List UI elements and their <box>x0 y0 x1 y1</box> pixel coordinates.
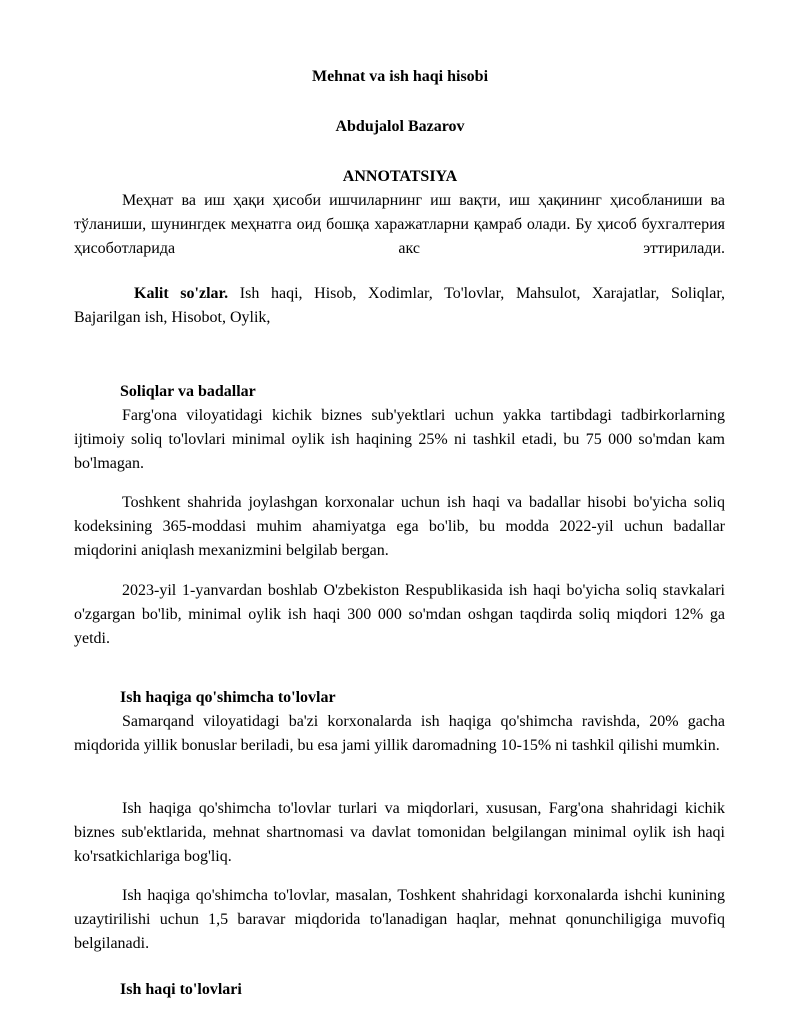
paragraph-additional-3: Ish haqiga qo'shimcha to'lovlar, masalan, Toshkent shahridagi korxonalarda ishchi kunining uzaytirilishi uchun 1,5 baravar miqdorida to'lanadigan haqlar, mehnat qonunchiligiga muvofiq belgilanadi. <box>74 887 725 952</box>
keywords-label: Kalit so'zlar. <box>134 285 229 302</box>
keywords-paragraph <box>74 282 725 330</box>
author-name: Abdujalol Bazarov <box>335 118 465 135</box>
section-heading-wage-payments: Ish haqi to'lovlari <box>120 981 242 998</box>
document-title: Mehnat va ish haqi hisobi <box>311 68 489 85</box>
paragraph-taxes-1: Farg'ona viloyatidagi kichik biznes sub'yektlari uchun yakka tartibdagi tadbirkorlarning ijtimoiy soliq to'lovlari minimal oylik ish haqining 25% ni tashkil etadi, bu 75 000 so'mdan kam bo'lmagan. <box>74 407 725 472</box>
paragraph-additional-1: Samarqand viloyatidagi ba'zi korxonalarda ish haqiga qo'shimcha ravishda, 20% gacha miqdorida yillik bonuslar beriladi, bu esa jami yillik daromadning 10-15% ni tashkil qilishi mumkin. <box>74 713 725 754</box>
keywords-text: Ish haqi, Hisob, Xodimlar, To'lovlar, Mahsulot, Xarajatlar, Soliqlar, Bajarilgan ish, Hisobot, Oylik, <box>74 285 725 326</box>
annotation-heading: ANNOTATSIYA <box>342 168 458 185</box>
annotation-text: Меҳнат ва иш ҳақи ҳисоби ишчиларнинг иш вақти, иш ҳақининг ҳисобланиши ва тўланиши, шунингдек меҳнатга оид бошқа харажатларни қамраб олади. Бу ҳисоб бухгалтерия ҳисоботларида акс эттирилади. <box>74 192 725 257</box>
section-heading-taxes: Soliqlar va badallar <box>120 383 256 400</box>
paragraph-taxes-2: Toshkent shahrida joylashgan korxonalar uchun ish haqi va badallar hisobi bo'yicha soliq kodeksining 365-moddasi muhim ahamiyatga ega bo'lib, bu modda 2022-yil uchun badallar miqdorini aniqlash mexanizmini belgilab bergan. <box>74 494 725 559</box>
paragraph-additional-2: Ish haqiga qo'shimcha to'lovlar turlari va miqdorlari, xususan, Farg'ona shahridagi kichik biznes sub'ektlarida, mehnat shartnomasi va davlat tomonidan belgilangan minimal oylik ish haqi ko'rsatkichlariga bog'liq. <box>74 800 725 865</box>
section-heading-additional-payments: Ish haqiga qo'shimcha to'lovlar <box>120 689 336 706</box>
paragraph-taxes-3: 2023-yil 1-yanvardan boshlab O'zbekiston Respublikasida ish haqi bo'yicha soliq stavkalari o'zgargan bo'lib, minimal oylik ish haqi 300 000 so'mdan oshgan taqdirda soliq miqdori 12% ga yetdi. <box>74 582 725 647</box>
